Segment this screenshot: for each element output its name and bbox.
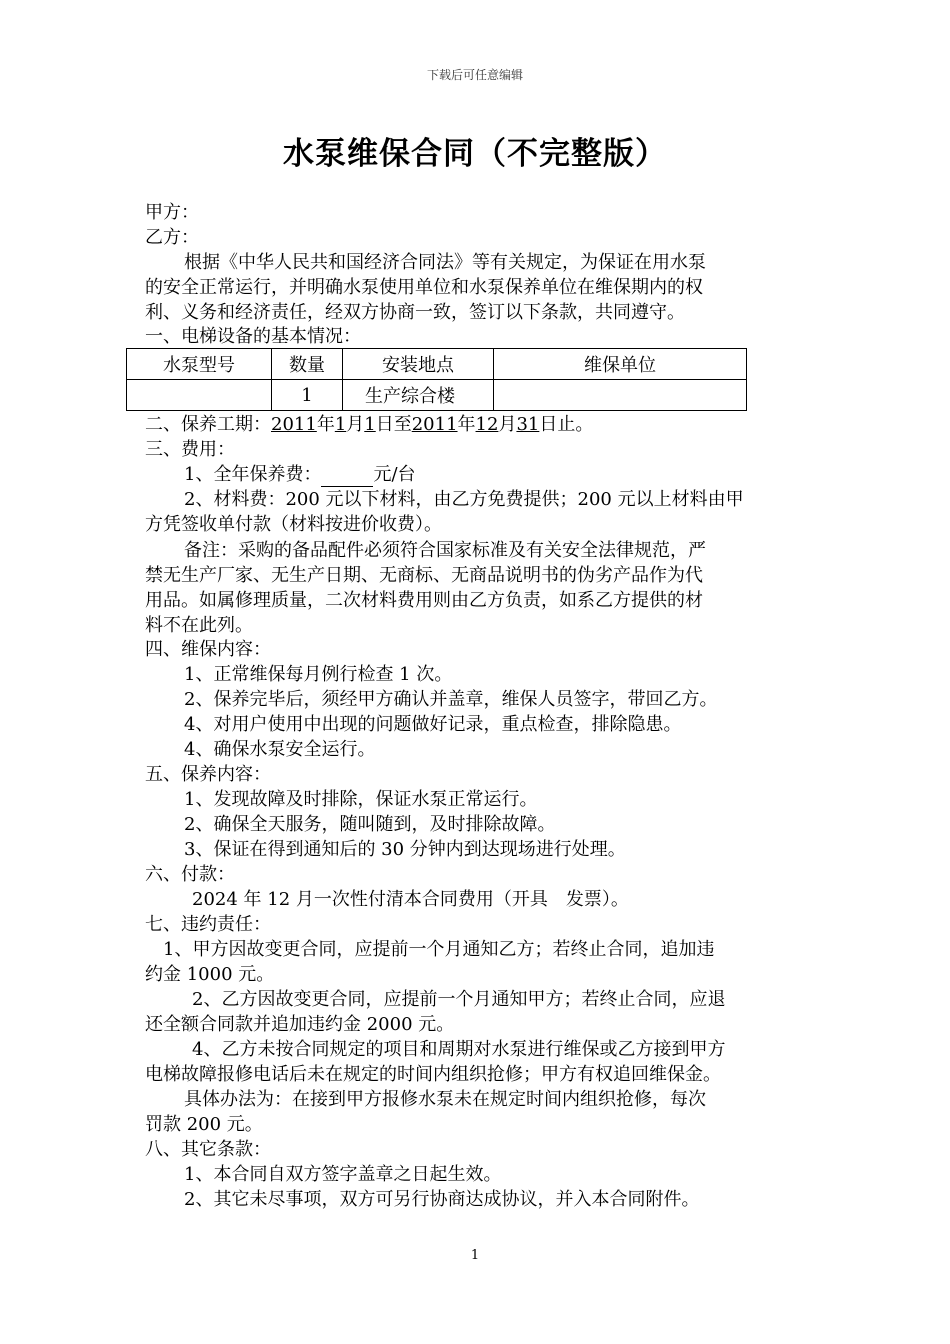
material-fee-line: 方凭签收单付款（材料按进价收费）。	[145, 514, 442, 535]
document-title: 水泵维保合同（不完整版）	[283, 136, 667, 172]
list-item: 1、发现故障及时排除，保证水泵正常运行。	[184, 789, 538, 810]
list-item: 2、确保全天服务，随叫随到，及时排除故障。	[184, 814, 556, 835]
section-heading: 三、费用：	[145, 439, 235, 460]
note-line: 料不在此列。	[145, 615, 253, 636]
list-item: 4、对用户使用中出现的问题做好记录，重点检查，排除隐患。	[184, 714, 682, 735]
table-cell: 生产综合楼	[343, 380, 494, 411]
material-fee-line: 2、材料费：200 元以下材料，由乙方免费提供；200 元以上材料由甲	[184, 489, 744, 510]
payment-text: 2024 年 12 月一次性付清本合同费用（开具 发票）。	[192, 889, 629, 910]
party-b-label: 乙方：	[145, 227, 199, 248]
section-heading: 六、付款：	[145, 864, 235, 885]
breach-line: 1、甲方因故变更合同，应提前一个月通知乙方；若终止合同，追加违	[163, 939, 715, 960]
table-header-cell: 安装地点	[343, 349, 494, 380]
list-item: 4、确保水泵安全运行。	[184, 739, 376, 760]
breach-line: 还全额合同款并追加违约金 2000 元。	[145, 1014, 455, 1035]
breach-line: 2、乙方因故变更合同，应提前一个月通知甲方；若终止合同，应退	[192, 989, 726, 1010]
table-cell: 1	[272, 380, 343, 411]
page-header: 下载后可任意编辑	[426, 68, 523, 82]
table-header-cell: 数量	[272, 349, 343, 380]
section-heading: 八、其它条款：	[145, 1139, 271, 1160]
section-heading: 一、电梯设备的基本情况：	[145, 326, 361, 347]
list-item: 3、保证在得到通知后的 30 分钟内到达现场进行处理。	[184, 839, 626, 860]
breach-line: 约金 1000 元。	[145, 964, 275, 985]
list-item: 1、本合同自双方签字盖章之日起生效。	[184, 1164, 502, 1185]
intro-line: 的安全正常运行，并明确水泵使用单位和水泵保养单位在维保期内的权	[145, 277, 703, 298]
table-header-cell: 维保单位	[494, 349, 747, 380]
section-heading: 四、维保内容：	[145, 639, 271, 660]
intro-line: 根据《中华人民共和国经济合同法》等有关规定，为保证在用水泵	[184, 252, 706, 273]
section-heading: 七、违约责任：	[145, 914, 271, 935]
equipment-table	[126, 348, 747, 411]
annual-fee: 1、全年保养费： 元/台	[184, 464, 416, 485]
table-cell	[127, 380, 272, 411]
list-item: 1、正常维保每月例行检查 1 次。	[184, 664, 453, 685]
maintenance-period: 二、保养工期：2011年1月1日至2011年12月31日止。	[145, 414, 594, 435]
breach-line: 电梯故障报修电话后未在规定的时间内组织抢修；甲方有权追回维保金。	[145, 1064, 721, 1085]
section-heading: 五、保养内容：	[145, 764, 271, 785]
note-line: 禁无生产厂家、无生产日期、无商标、无商品说明书的伪劣产品作为代	[145, 565, 703, 586]
breach-line: 4、乙方未按合同规定的项目和周期对水泵进行维保或乙方接到甲方	[192, 1039, 726, 1060]
party-a-label: 甲方：	[145, 202, 199, 223]
breach-line: 罚款 200 元。	[145, 1114, 263, 1135]
fee-blank	[321, 468, 373, 487]
table-header-row	[127, 349, 747, 380]
table-cell	[494, 380, 747, 411]
note-line: 备注：采购的备品配件必须符合国家标准及有关安全法律规范，严	[184, 540, 706, 561]
list-item: 2、保养完毕后，须经甲方确认并盖章，维保人员签字，带回乙方。	[184, 689, 718, 710]
intro-line: 利、义务和经济责任，经双方协商一致，签订以下条款，共同遵守。	[145, 302, 685, 323]
breach-line: 具体办法为：在接到甲方报修水泵未在规定时间内组织抢修，每次	[184, 1089, 706, 1110]
note-line: 用品。如属修理质量，二次材料费用则由乙方负责，如系乙方提供的材	[145, 590, 703, 611]
table-header-cell: 水泵型号	[127, 349, 272, 380]
page-number: 1	[470, 1248, 480, 1263]
table-row	[127, 380, 747, 411]
list-item: 2、其它未尽事项，双方可另行协商达成协议，并入本合同附件。	[184, 1189, 700, 1210]
